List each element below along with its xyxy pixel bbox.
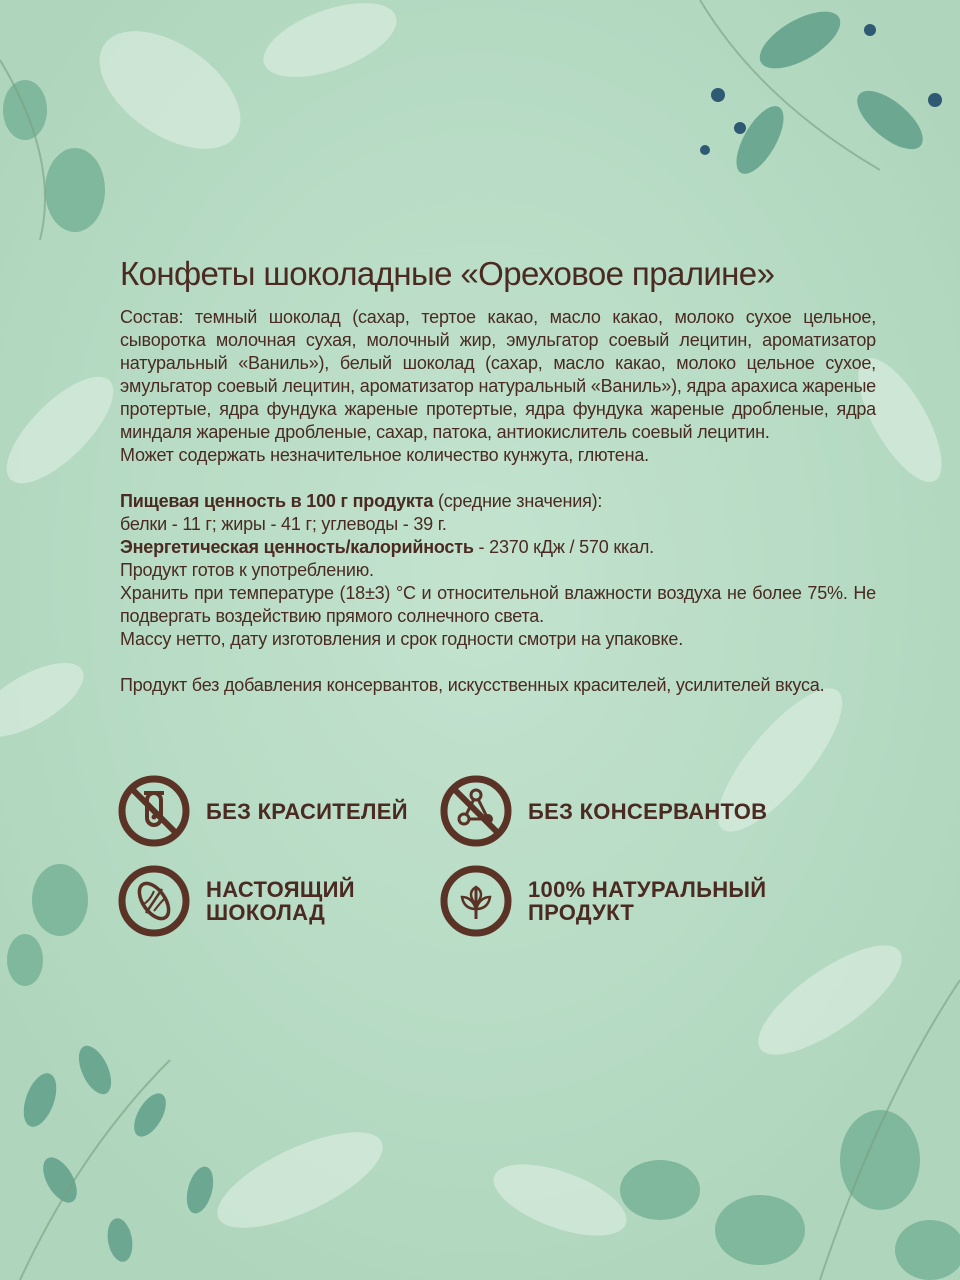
allergens-text: Может содержать незначительное количество кунжута, глютена.	[120, 445, 649, 465]
cocoa-bean-icon	[118, 865, 190, 937]
nutrition-paragraph	[120, 490, 876, 513]
feature-line: ПРОДУКТ	[528, 900, 635, 925]
composition-paragraph	[120, 306, 876, 444]
feature-natural	[440, 865, 766, 937]
composition-label: Состав	[120, 307, 179, 327]
ready-text: Продукт готов к употреблению.	[120, 560, 374, 580]
composition-text: : темный шоколад (сахар, тертое какао, масло какао, молоко сухое цельное, сыворотка молочная сухая, молочный жир, эмульгатор соевый лецитин, ароматизатор натуральный «Ваниль»), белый шоколад (сахар, масло какао, молоко цельное сухое, эмульгатор соевый лецитин, ароматизатор натуральный «Ваниль»), ядра арахиса жареные протертые, ядра фундука жареные протертые, ядра фундука жареные дробленые, ядра миндаля жареные дробленые, сахар, патока, антиокислитель соевый лецитин.	[120, 307, 876, 442]
product-title: Конфеты шоколадные «Ореховое пралине»	[120, 255, 775, 292]
storage-text: Хранить при температуре (18±3) °С и относительной влажности воздуха не более 75%. Не подвергать воздействию прямого солнечного света.	[120, 583, 876, 626]
feature-line: 100% НАТУРАЛЬНЫЙ	[528, 877, 767, 902]
feature-line: БЕЗ КРАСИТЕЛЕЙ	[206, 798, 408, 824]
feature-no-preservatives-label	[528, 800, 767, 823]
feature-line: НАСТОЯЩИЙ	[206, 877, 355, 902]
energy-value: - 2370 кДж / 570 ккал.	[473, 537, 654, 557]
no-dyes-icon	[118, 775, 190, 847]
feature-real-chocolate	[118, 865, 355, 937]
package-text: Массу нетто, дату изготовления и срок годности смотри на упаковке.	[120, 629, 684, 649]
energy-label: Энергетическая ценность/калорийность	[120, 537, 474, 557]
leaf-icon	[440, 865, 512, 937]
no-preservatives-icon	[440, 775, 512, 847]
product-info	[120, 252, 876, 697]
feature-no-dyes-label	[206, 800, 408, 823]
feature-natural-label	[528, 878, 766, 924]
nutrition-values: белки - 11 г; жиры - 41 г; углеводы - 39 г.	[120, 514, 447, 534]
nutrition-label: Пищевая ценность в 100 г продукта	[120, 491, 434, 511]
no-additives-text: Продукт без добавления консервантов, искусственных красителей, усилителей вкуса.	[120, 675, 825, 695]
feature-real-chocolate-label	[206, 878, 355, 924]
feature-line: БЕЗ КОНСЕРВАНТОВ	[528, 798, 768, 824]
nutrition-note: (средние значения):	[433, 491, 603, 511]
feature-line: ШОКОЛАД	[206, 900, 326, 925]
features-grid	[118, 775, 818, 945]
feature-no-dyes	[118, 775, 408, 847]
energy-paragraph	[120, 536, 876, 559]
feature-no-preservatives	[440, 775, 767, 847]
